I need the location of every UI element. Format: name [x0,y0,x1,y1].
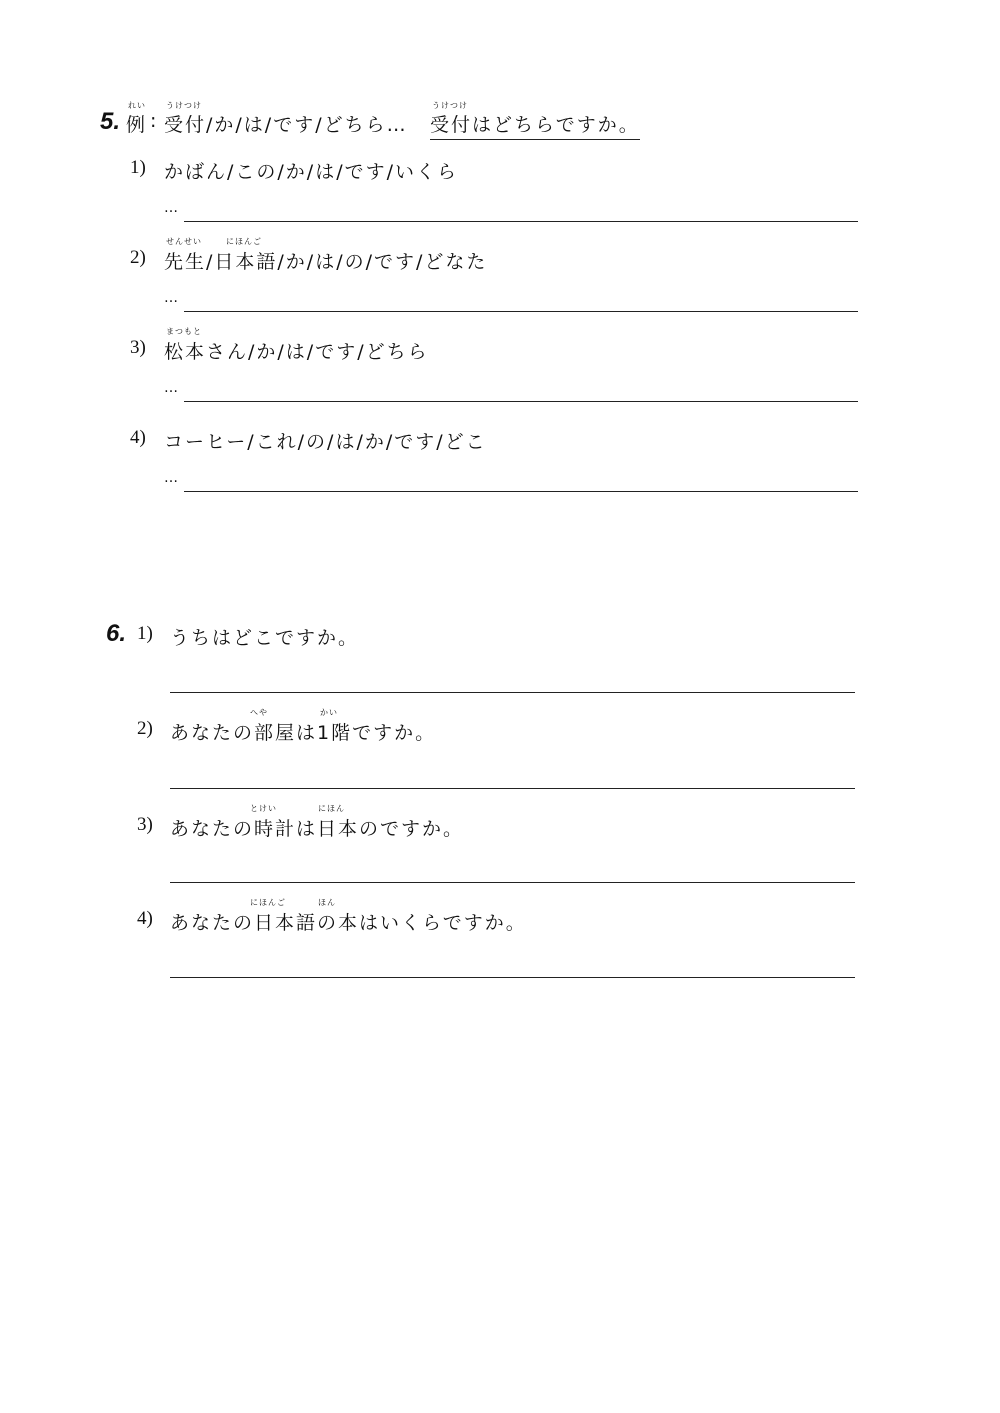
item-6-1-text: うちはどこですか。 [170,627,360,649]
item-6-3-ruby-b: にほん [318,804,345,813]
item-5-1-number: 1) [130,157,146,178]
section-6-number: 6. [106,620,127,647]
example-answer-ruby: うけつけ [432,101,468,110]
item-5-4-ellipsis: … [164,470,178,486]
item-5-2-ruby-b: にほんご [226,237,262,246]
item-6-3-ruby-a: とけい [250,804,277,813]
item-6-4-ruby-b: ほん [318,898,336,907]
example-answer: 受付はどちらですか。 [430,110,640,140]
item-6-1-number: 1) [137,623,153,644]
example-label-ruby: れい [128,101,146,110]
item-5-3-ellipsis: … [164,380,178,396]
item-6-2-text: あなたの部屋は1階ですか。 [170,722,437,744]
item-5-3-text: 松本さん/か/は/です/どちら [164,341,429,363]
answer-line-5-4[interactable] [184,491,858,492]
answer-line-5-3[interactable] [184,401,858,402]
item-5-1-ellipsis: … [164,200,178,216]
item-6-4-text: あなたの日本語の本はいくらですか。 [170,912,527,934]
example-colon: : [150,110,159,132]
answer-line-6-2[interactable] [170,788,855,789]
item-5-2-number: 2) [130,247,146,268]
answer-line-5-1[interactable] [184,221,858,222]
item-5-2-text: 先生/日本語/か/は/の/です/どなた [164,251,488,273]
answer-line-6-1[interactable] [170,692,855,693]
item-5-3-number: 3) [130,337,146,358]
answer-line-6-3[interactable] [170,882,855,883]
item-6-3-text: あなたの時計は日本のですか。 [170,818,465,840]
item-6-2-ruby-b: かい [320,708,338,717]
item-5-3-ruby: まつもと [166,327,202,336]
example-prompt: 受付/か/は/です/どちら… [164,114,408,136]
example-prompt-ruby: うけつけ [166,101,202,110]
item-5-1-text: かばん/この/か/は/です/いくら [164,161,459,183]
answer-line-5-2[interactable] [184,311,858,312]
item-6-3-number: 3) [137,814,153,835]
item-5-2-ruby-a: せんせい [166,237,202,246]
item-5-4-number: 4) [130,427,146,448]
answer-line-6-4[interactable] [170,977,855,978]
example-label: 例 [126,114,148,136]
section-5-number: 5. [100,108,121,135]
item-6-4-ruby-a: にほんご [250,898,286,907]
item-6-2-number: 2) [137,718,153,739]
item-5-2-ellipsis: … [164,290,178,306]
item-5-4-text: コーヒー/これ/の/は/か/です/どこ [164,431,487,453]
item-6-2-ruby-a: へや [250,708,268,717]
item-6-4-number: 4) [137,908,153,929]
